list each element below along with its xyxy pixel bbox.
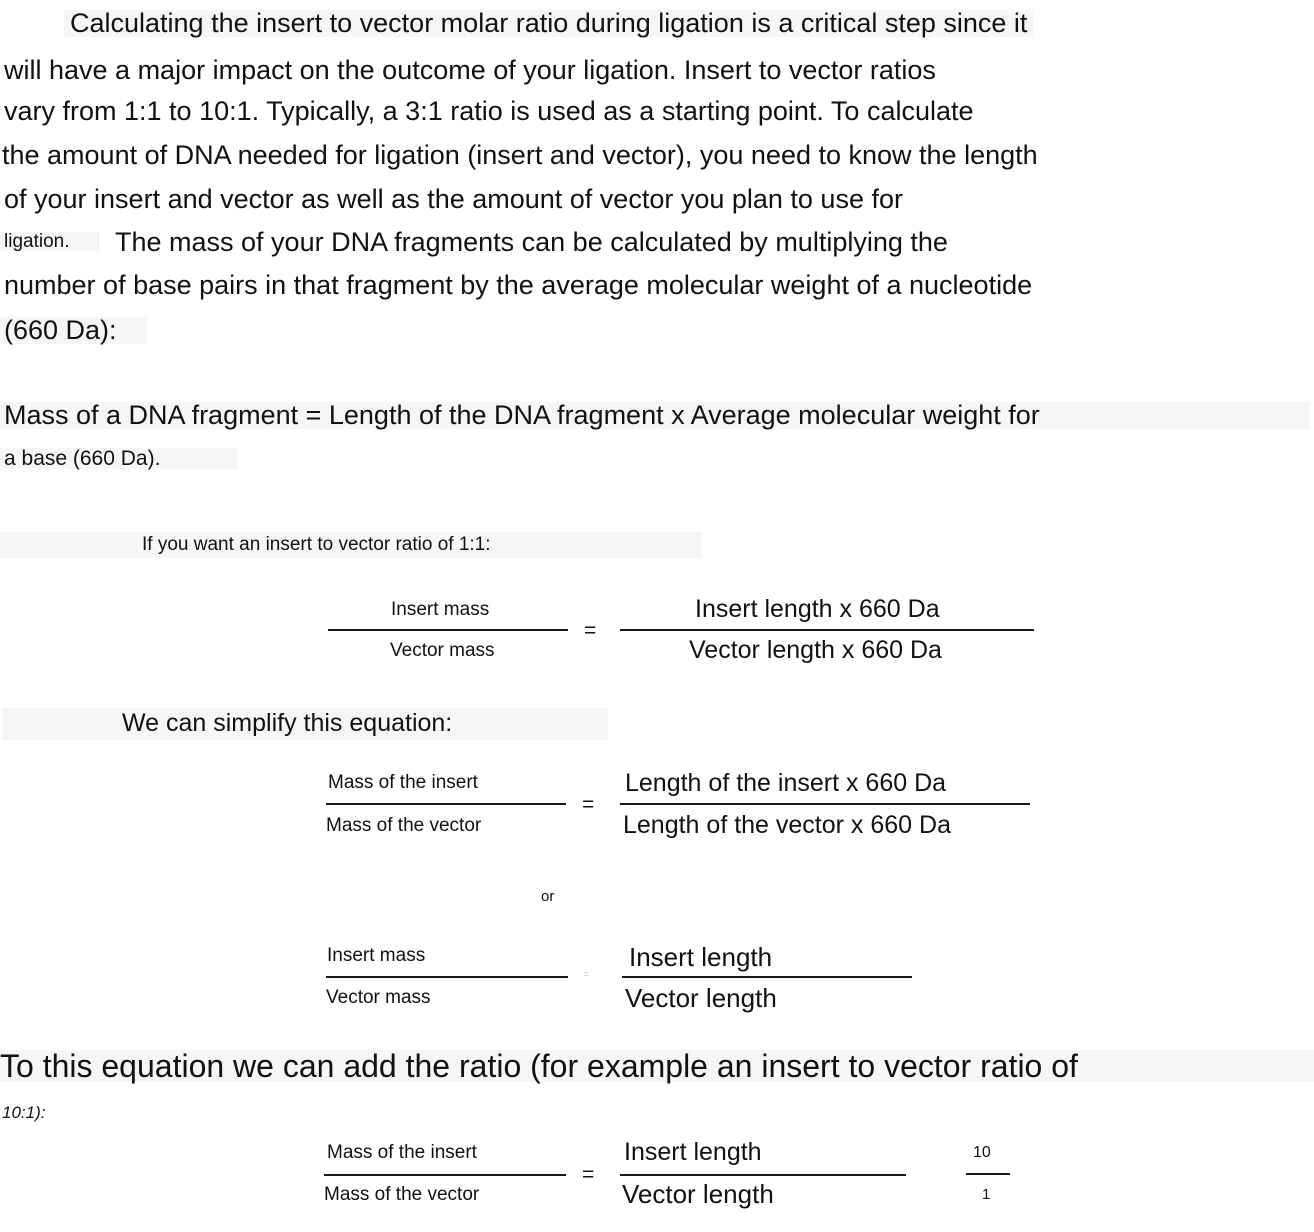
eq3-equals: =	[584, 969, 590, 979]
eq2-right-numerator: Length of the insert x 660 Da	[625, 769, 947, 797]
eq4-ratio-fraction-bar	[966, 1173, 1010, 1175]
eq2-right-fraction-bar	[620, 803, 1030, 805]
paragraph-line-6-rest: The mass of your DNA fragments can be calculated by multiplying the	[115, 227, 948, 257]
eq2-equals: =	[582, 793, 595, 816]
add-ratio-line-1: To this equation we can add the ratio (for example an insert to vector ratio of	[0, 1050, 1314, 1082]
eq3-left-numerator: Insert mass	[327, 945, 426, 966]
paragraph-line-2: will have a major impact on the outcome of your ligation. Insert to vector ratios	[4, 55, 936, 85]
eq4-right-numerator: Insert length	[624, 1138, 762, 1166]
eq2-left-fraction-bar	[326, 803, 566, 805]
ratio-intro: If you want an insert to vector ratio of 1:1:	[142, 534, 491, 555]
paragraph-line-6-start: ligation.	[0, 232, 100, 251]
add-ratio-line-2: 10:1):	[2, 1103, 46, 1122]
eq2-left-numerator: Mass of the insert	[328, 772, 478, 793]
eq2-left-denominator: Mass of the vector	[326, 815, 482, 836]
paragraph-line-4: the amount of DNA needed for ligation (insert and vector), you need to know the length	[2, 140, 1038, 170]
mass-formula-line-2: a base (660 Da).	[0, 448, 238, 469]
eq3-right-numerator: Insert length	[629, 942, 773, 972]
or-text: or	[541, 888, 555, 905]
eq3-left-denominator: Vector mass	[326, 987, 431, 1008]
eq3-right-fraction-bar	[622, 976, 912, 978]
eq4-left-numerator: Mass of the insert	[327, 1142, 477, 1163]
eq1-right-numerator: Insert length x 660 Da	[695, 595, 940, 623]
paragraph-line-7: number of base pairs in that fragment by the average molecular weight of a nucleotide	[4, 270, 1033, 300]
eq4-left-fraction-bar	[324, 1174, 566, 1176]
eq1-left-fraction-bar	[328, 629, 568, 631]
eq1-right-denominator: Vector length x 660 Da	[689, 636, 942, 664]
eq4-left-denominator: Mass of the vector	[324, 1184, 480, 1205]
paragraph-line-1: Calculating the insert to vector molar ratio during ligation is a critical step since it	[64, 10, 1033, 37]
mass-formula-line-1: Mass of a DNA fragment = Length of the DNA fragment x Average molecular weight for	[0, 402, 1310, 429]
eq4-right-denominator: Vector length	[622, 1179, 774, 1209]
eq4-ratio-denominator: 1	[982, 1186, 991, 1203]
eq1-left-numerator: Insert mass	[391, 599, 490, 620]
paragraph-line-8: (660 Da):	[0, 317, 147, 344]
simplify-text: We can simplify this equation:	[122, 709, 453, 737]
eq1-left-denominator: Vector mass	[390, 640, 495, 661]
eq4-right-fraction-bar	[620, 1174, 906, 1176]
paragraph-line-3: vary from 1:1 to 10:1. Typically, a 3:1 ratio is used as a starting point. To calculate	[4, 96, 974, 126]
eq2-right-denominator: Length of the vector x 660 Da	[623, 811, 951, 839]
eq3-left-fraction-bar	[326, 976, 568, 978]
eq3-right-denominator: Vector length	[625, 983, 777, 1013]
eq1-equals: =	[584, 619, 597, 642]
eq4-equals: =	[582, 1163, 595, 1186]
paragraph-line-5: of your insert and vector as well as the amount of vector you plan to use for	[4, 184, 903, 214]
eq4-ratio-numerator: 10	[973, 1144, 991, 1161]
eq1-right-fraction-bar	[620, 629, 1034, 631]
